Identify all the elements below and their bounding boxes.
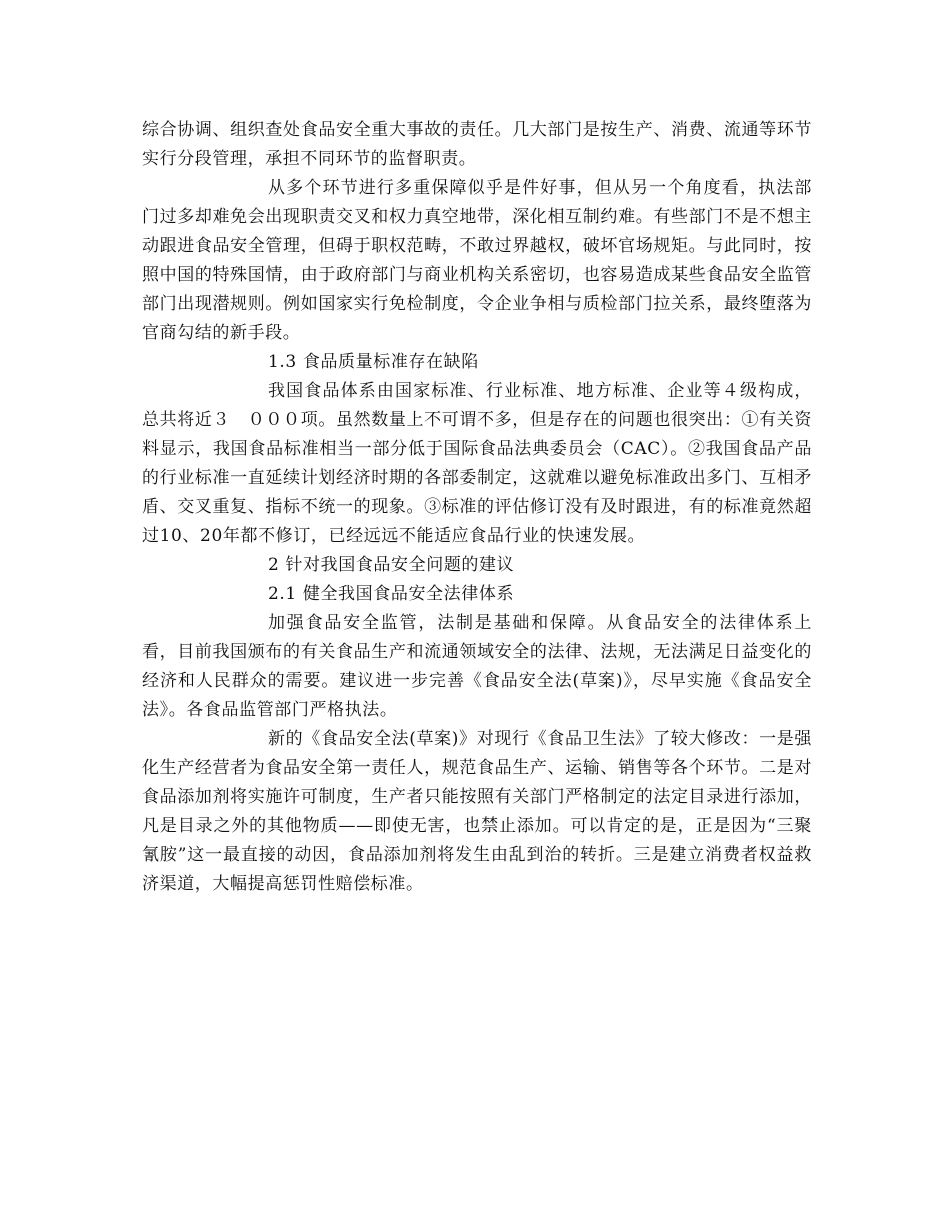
section-heading-2: 2 针对我国食品安全问题的建议 <box>268 555 515 575</box>
paragraph-standards-defects: 我国食品体系由国家标准、行业标准、地方标准、企业等４级构成，总共将近３ ０００项。虽然数量上不可谓不多，但是存在的问题也很突出：①有关资料显示，我国食品标准相当一部分低于国际食品法典委员会（CAC）。②我国食品产品的行业标准一直延续计划经济时期的各部委制定，这就难以避免标准政出多门、互相矛盾、交叉重复、指标不统一的现象。③标准的评估修订没有及时跟进，有的标准竟然超过10、20年都不修订，已经远远不能适应食品行业的快速发展。 <box>142 381 812 546</box>
paragraph-enforcement-overlap: 从多个环节进行多重保障似乎是件好事，但从另一个角度看，执法部门过多却难免会出现职责交叉和权力真空地带，深化相互制约难。有些部门不是不想主动跟进食品安全管理，但碍于职权范畴，不敢过界越权，破坏官场规矩。与此同时，按照中国的特殊国情，由于政府部门与商业机构关系密切，也容易造成某些食品安全监管部门出现潜规则。例如国家实行免检制度，令企业争相与质检部门拉关系，最终堕落为官商勾结的新手段。 <box>142 178 812 343</box>
document-body <box>142 116 812 899</box>
paragraph-continuation: 综合协调、组织查处食品安全重大事故的责任。几大部门是按生产、消费、流通等环节实行分段管理，承担不同环节的监督职责。 <box>142 120 812 169</box>
paragraph-new-law-changes: 新的《食品安全法(草案)》对现行《食品卫生法》了较大修改：一是强化生产经营者为食品安全第一责任人，规范食品生产、运输、销售等各个环节。二是对食品添加剂将实施许可制度，生产者只能按照有关部门严格制定的法定目录进行添加，凡是目录之外的其他物质——即使无害，也禁止添加。可以肯定的是，正是因为“三聚氰胺”这一最直接的动因，食品添加剂将发生由乱到治的转折。三是建立消费者权益救济渠道，大幅提高惩罚性赔偿标准。 <box>142 729 812 894</box>
section-heading-1-3: 1.3 食品质量标准存在缺陷 <box>268 352 479 372</box>
section-heading-2-1: 2.1 健全我国食品安全法律体系 <box>268 584 515 604</box>
paragraph-legal-system: 加强食品安全监管，法制是基础和保障。从食品安全的法律体系上看，目前我国颁布的有关食品生产和流通领域安全的法律、法规，无法满足日益变化的经济和人民群众的需要。建议进一步完善《食品安全法(草案)》，尽早实施《食品安全法》。各食品监管部门严格执法。 <box>142 613 812 720</box>
